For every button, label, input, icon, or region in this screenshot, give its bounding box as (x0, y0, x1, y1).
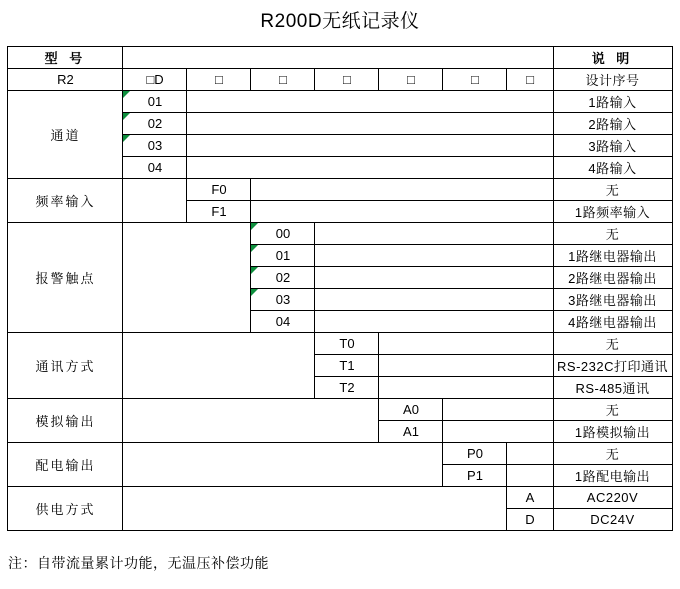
table-row (8, 69, 672, 91)
table-row (8, 179, 672, 201)
desc-analog-a0: 无 (553, 399, 672, 421)
spacer (443, 399, 553, 421)
spacer (315, 245, 553, 267)
model-base-code: R2 (8, 69, 123, 91)
spacer (251, 201, 553, 223)
code-channel-03: 03 (123, 135, 187, 157)
table-row (8, 443, 672, 465)
group-label-supply-mode: 供电方式 (8, 487, 123, 531)
spacer (379, 333, 553, 355)
desc-analog-a1: 1路模拟输出 (553, 421, 672, 443)
spacer (507, 443, 553, 465)
footer-note: 注：自带流量累计功能，无温压补偿功能 (8, 555, 269, 571)
spacer (315, 223, 553, 245)
spacer (123, 179, 187, 223)
table-row (8, 399, 672, 421)
code-analog-a1: A1 (379, 421, 443, 443)
spacer (187, 135, 553, 157)
spacer (123, 487, 507, 531)
code-channel-01: 01 (123, 91, 187, 113)
desc-frequency-f1: 1路频率输入 (553, 201, 672, 223)
group-label-power-distribution: 配电输出 (8, 443, 123, 487)
desc-power-p1: 1路配电输出 (553, 465, 672, 487)
header-spacer (123, 47, 553, 69)
spacer (251, 179, 553, 201)
desc-channel-01: 1路输入 (553, 91, 672, 113)
code-power-p0: P0 (443, 443, 507, 465)
model-code-cell-3: □ (251, 69, 315, 91)
desc-comm-t1: RS-232C打印通讯 (553, 355, 672, 377)
desc-power-p0: 无 (553, 443, 672, 465)
table-row (8, 223, 672, 245)
spacer (315, 311, 553, 333)
header-model-label: 型 号 (8, 47, 123, 69)
code-supply-d: D (507, 509, 553, 531)
code-alarm-00: 00 (251, 223, 315, 245)
model-desc: 设计序号 (553, 69, 672, 91)
group-label-channel: 通道 (8, 91, 123, 179)
spacer (187, 91, 553, 113)
desc-frequency-f0: 无 (553, 179, 672, 201)
code-alarm-02: 02 (251, 267, 315, 289)
code-channel-04: 04 (123, 157, 187, 179)
code-alarm-01: 01 (251, 245, 315, 267)
model-code-cell-2: □ (187, 69, 251, 91)
desc-channel-02: 2路输入 (553, 113, 672, 135)
code-supply-a: A (507, 487, 553, 509)
code-comm-t1: T1 (315, 355, 379, 377)
desc-alarm-00: 无 (553, 223, 672, 245)
code-comm-t0: T0 (315, 333, 379, 355)
spacer (187, 157, 553, 179)
code-frequency-f1: F1 (187, 201, 251, 223)
model-code-cell-5: □ (379, 69, 443, 91)
model-selection-table (7, 46, 672, 531)
spacer (123, 333, 315, 399)
model-code-cell-7: □ (507, 69, 553, 91)
spacer (315, 289, 553, 311)
code-comm-t2: T2 (315, 377, 379, 399)
desc-channel-04: 4路输入 (553, 157, 672, 179)
page-title: R200D无纸记录仪 (260, 11, 420, 32)
desc-alarm-02: 2路继电器输出 (553, 267, 672, 289)
desc-comm-t2: RS-485通讯 (553, 377, 672, 399)
group-label-communication: 通讯方式 (8, 333, 123, 399)
model-code-cell-4: □ (315, 69, 379, 91)
desc-alarm-03: 3路继电器输出 (553, 289, 672, 311)
code-analog-a0: A0 (379, 399, 443, 421)
code-power-p1: P1 (443, 465, 507, 487)
model-code-cell-1: □D (123, 69, 187, 91)
table-body (8, 47, 672, 531)
table-header-row (8, 47, 672, 69)
desc-comm-t0: 无 (553, 333, 672, 355)
desc-alarm-04: 4路继电器输出 (553, 311, 672, 333)
table-row (8, 487, 672, 509)
spacer (123, 443, 443, 487)
group-label-frequency-input: 频率输入 (8, 179, 123, 223)
spacer (379, 355, 553, 377)
group-label-analog-output: 模拟输出 (8, 399, 123, 443)
desc-supply-d: DC24V (553, 509, 672, 531)
spacer (507, 465, 553, 487)
code-alarm-04: 04 (251, 311, 315, 333)
table-row (8, 333, 672, 355)
code-frequency-f0: F0 (187, 179, 251, 201)
spacer (379, 377, 553, 399)
table-row (8, 91, 672, 113)
code-channel-02: 02 (123, 113, 187, 135)
code-alarm-03: 03 (251, 289, 315, 311)
model-code-cell-6: □ (443, 69, 507, 91)
desc-alarm-01: 1路继电器输出 (553, 245, 672, 267)
header-desc-label: 说 明 (553, 47, 672, 69)
group-label-alarm-contact: 报警触点 (8, 223, 123, 333)
desc-channel-03: 3路输入 (553, 135, 672, 157)
spacer (315, 267, 553, 289)
spacer (443, 421, 553, 443)
spacer (187, 113, 553, 135)
spacer (123, 223, 251, 333)
desc-supply-a: AC220V (553, 487, 672, 509)
spacer (123, 399, 379, 443)
